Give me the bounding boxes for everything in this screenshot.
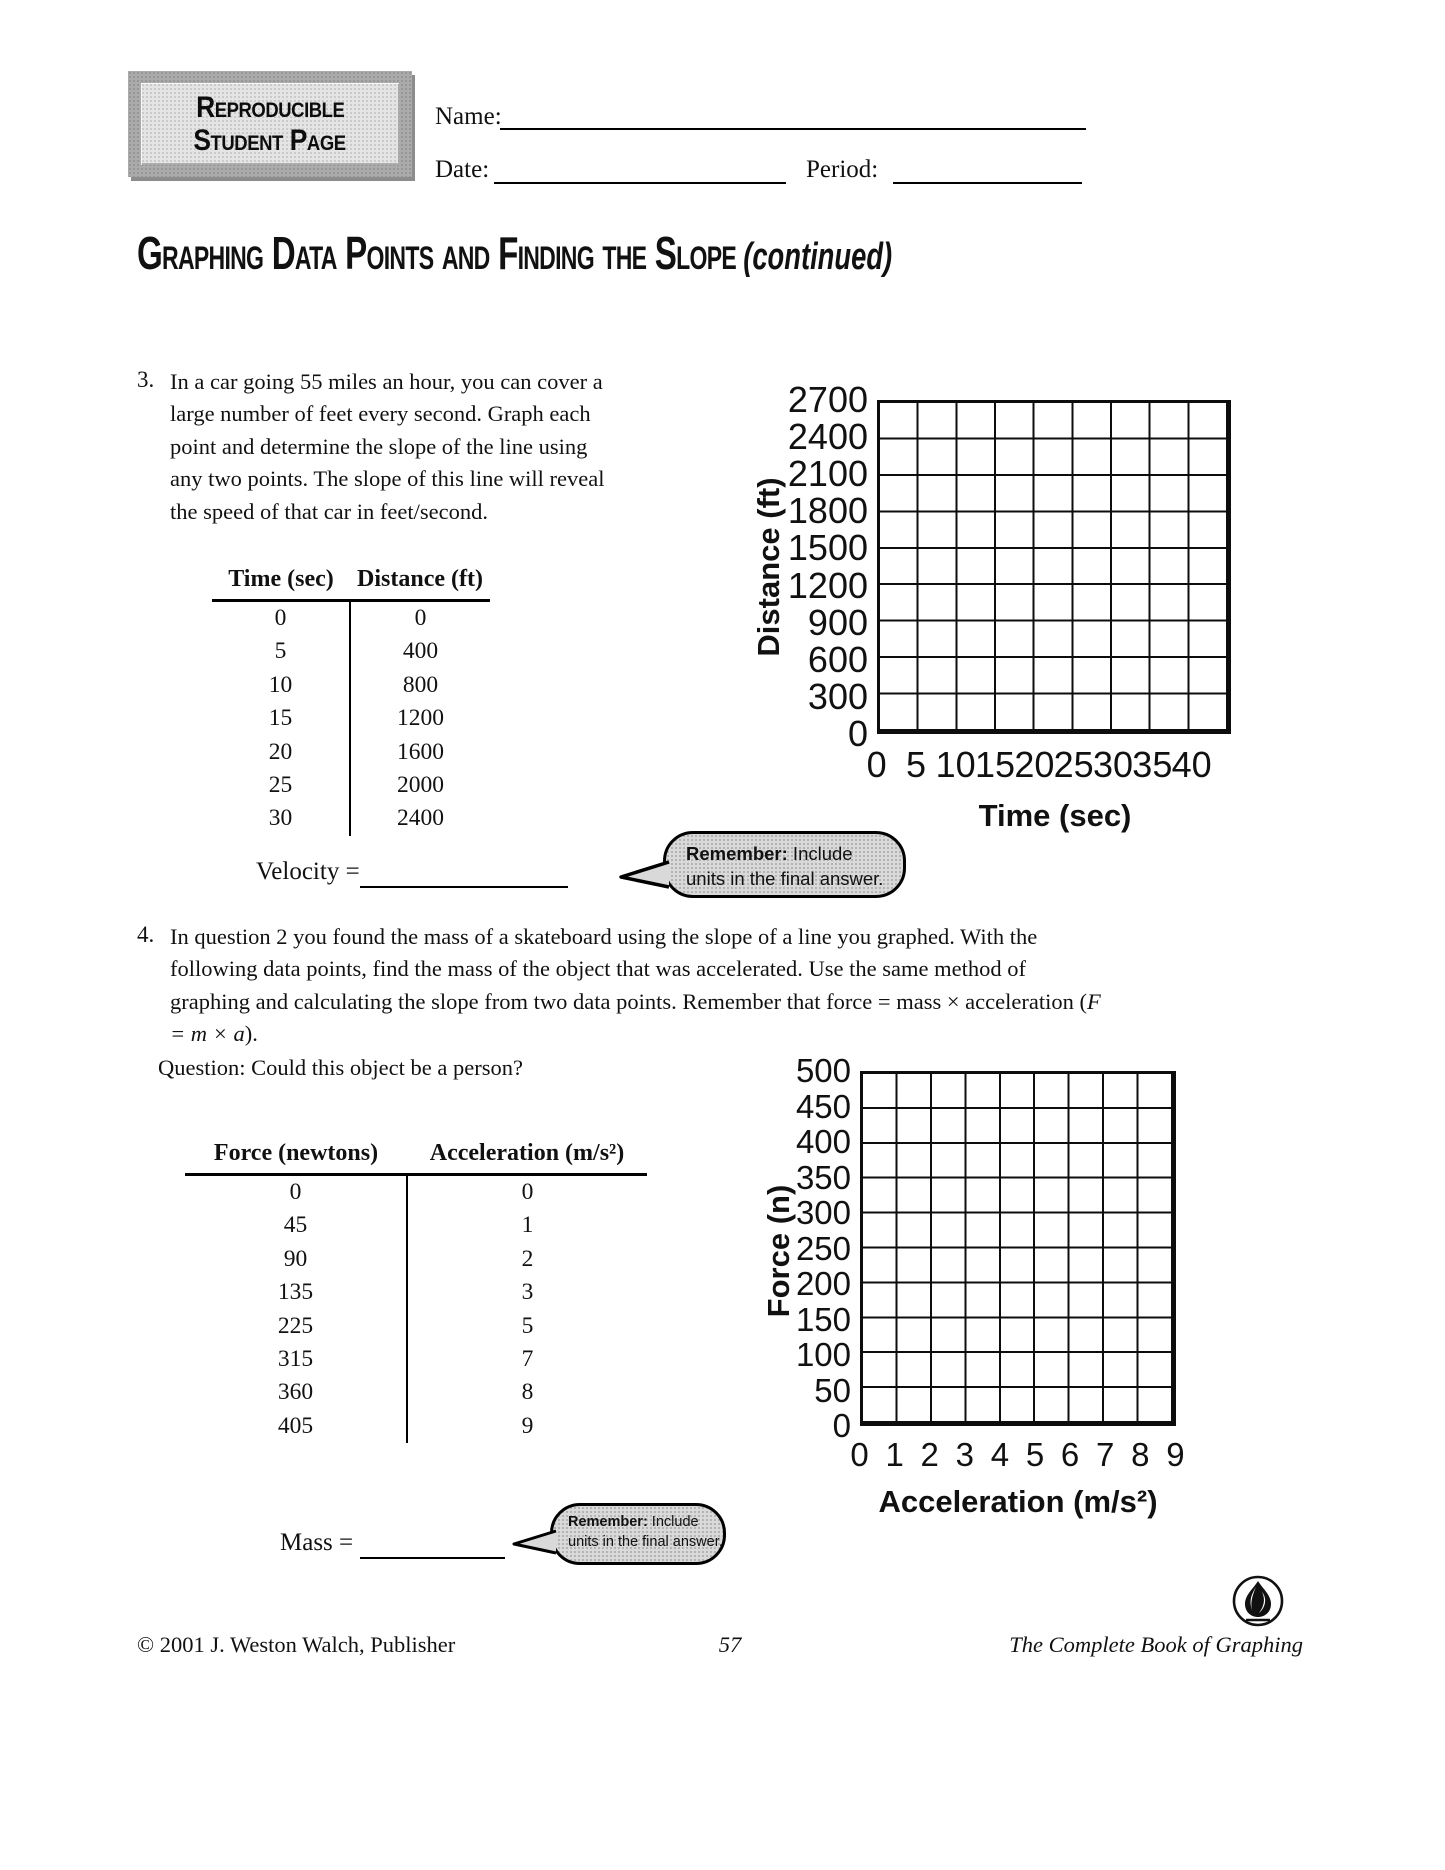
reminder-text-1: Include bbox=[787, 843, 853, 864]
reminder-line-2: units in the final answer. bbox=[686, 868, 884, 889]
velocity-blank-line bbox=[360, 856, 568, 888]
x-tick: 40 bbox=[1171, 744, 1212, 785]
page-title bbox=[137, 226, 892, 280]
remember-label: Remember: bbox=[686, 843, 788, 864]
cell-time: 5 bbox=[212, 635, 350, 668]
x-tick: 7 bbox=[1096, 1436, 1115, 1473]
y-tick: 400 bbox=[795, 1123, 851, 1160]
cell-distance: 0 bbox=[414, 605, 427, 631]
cell-force: 0 bbox=[185, 1175, 407, 1210]
x-tick: 5 bbox=[1025, 1436, 1045, 1473]
date-blank-line bbox=[494, 150, 786, 184]
chart2-x-axis-title: Acceleration (m/s²) bbox=[878, 1484, 1158, 1519]
name-blank-line bbox=[500, 96, 1086, 130]
y-tick: 300 bbox=[807, 675, 868, 717]
y-tick: 50 bbox=[814, 1371, 851, 1409]
badge-line-2: Student Page bbox=[193, 124, 347, 157]
y-tick: 250 bbox=[795, 1229, 851, 1267]
y-tick: 1800 bbox=[787, 490, 868, 532]
table-row bbox=[185, 1410, 647, 1443]
cell-accel: 5 bbox=[521, 1312, 534, 1339]
q4-table bbox=[185, 1140, 647, 1443]
q4-table-header-row bbox=[185, 1140, 647, 1175]
cell-distance: 1200 bbox=[397, 705, 444, 732]
chart1-x-axis-title: Time (sec) bbox=[978, 798, 1132, 833]
x-tick: 35 bbox=[1132, 744, 1173, 785]
remember-label: Remember: bbox=[568, 1514, 648, 1530]
cell-accel: 0 bbox=[521, 1179, 534, 1205]
y-tick: 2100 bbox=[787, 453, 868, 495]
y-tick: 2700 bbox=[787, 379, 868, 420]
chart1-grid bbox=[877, 400, 1231, 734]
reminder-line-1 bbox=[568, 1512, 717, 1532]
reminder-text-1: Include bbox=[647, 1514, 699, 1530]
table-row bbox=[212, 601, 490, 636]
chart2-grid bbox=[860, 1071, 1176, 1426]
cell-force: 45 bbox=[185, 1209, 407, 1242]
x-tick: 15 bbox=[974, 744, 1016, 785]
cell-time: 30 bbox=[212, 802, 350, 835]
chart2-y-ticks bbox=[728, 1054, 851, 1443]
y-tick: 1500 bbox=[787, 527, 868, 569]
period-blank-line bbox=[893, 150, 1082, 184]
y-tick: 1200 bbox=[787, 564, 868, 606]
y-tick: 600 bbox=[807, 638, 868, 680]
table-row bbox=[212, 802, 490, 835]
q3-col-time-header: Time (sec) bbox=[212, 566, 350, 601]
table-row bbox=[185, 1276, 647, 1309]
y-tick: 2400 bbox=[787, 416, 868, 458]
mass-label: Mass = bbox=[280, 1529, 354, 1556]
q4-text bbox=[170, 921, 1108, 1051]
x-tick: 30 bbox=[1092, 744, 1134, 785]
chart2-y-axis-title: Force (n) bbox=[761, 1184, 796, 1318]
cell-time: 10 bbox=[212, 669, 350, 702]
cell-time: 25 bbox=[212, 769, 350, 802]
cell-force: 135 bbox=[185, 1276, 407, 1309]
x-tick: 3 bbox=[955, 1436, 974, 1473]
table-row bbox=[185, 1343, 647, 1376]
reminder-bubble-1 bbox=[663, 831, 906, 898]
q3-table-header-row bbox=[212, 566, 490, 601]
cell-time: 20 bbox=[212, 736, 350, 769]
q3-table bbox=[212, 566, 490, 836]
y-tick: 200 bbox=[795, 1265, 851, 1302]
cell-force: 90 bbox=[185, 1243, 407, 1276]
footer-copyright: © 2001 J. Weston Walch, Publisher bbox=[137, 1632, 456, 1657]
table-row bbox=[212, 702, 490, 735]
x-tick: 10 bbox=[935, 744, 976, 785]
page-title-continued: (continued) bbox=[743, 236, 893, 278]
x-tick: 4 bbox=[990, 1436, 1010, 1473]
chart1-x-ticks bbox=[857, 744, 1211, 786]
date-label: Date: bbox=[435, 156, 490, 183]
x-tick: 25 bbox=[1053, 744, 1094, 785]
name-label: Name: bbox=[435, 103, 502, 130]
reminder-line-1 bbox=[686, 841, 895, 866]
q4-col-accel-header: Acceleration (m/s²) bbox=[407, 1140, 647, 1175]
y-tick: 300 bbox=[795, 1194, 851, 1231]
table-row bbox=[185, 1376, 647, 1409]
y-tick: 150 bbox=[795, 1300, 851, 1338]
cell-force: 360 bbox=[185, 1376, 407, 1409]
cell-force: 315 bbox=[185, 1343, 407, 1376]
cell-time: 15 bbox=[212, 702, 350, 735]
cell-force: 225 bbox=[185, 1310, 407, 1343]
badge-line-1: Reproducible bbox=[195, 91, 345, 124]
q4-text-after: ). bbox=[244, 1021, 258, 1047]
x-tick: 5 bbox=[905, 744, 926, 785]
cell-force: 405 bbox=[185, 1410, 407, 1443]
table-row bbox=[212, 669, 490, 702]
y-tick: 350 bbox=[795, 1158, 851, 1196]
x-tick: 0 bbox=[866, 744, 887, 785]
x-tick: 1 bbox=[885, 1436, 904, 1473]
page-title-main: Graphing Data Points and Finding the Slope bbox=[137, 227, 737, 279]
q4-formula: F = m × a bbox=[170, 988, 1101, 1047]
q4-text-before: In question 2 you found the mass of a skateboard using the slope of a line you graphed. With the following data points, find the mass of the object that was accelerated. Use the same method of graphing and calculating the slope from two data points. Remember that force = mass × acceleration ( bbox=[170, 924, 1087, 1014]
q4-col-force-header: Force (newtons) bbox=[185, 1140, 407, 1175]
cell-accel: 1 bbox=[521, 1212, 534, 1239]
q3-col-distance-header: Distance (ft) bbox=[350, 566, 490, 601]
q4-number: 4. bbox=[137, 922, 155, 947]
x-tick: 2 bbox=[920, 1436, 939, 1473]
x-tick: 9 bbox=[1166, 1436, 1185, 1473]
cell-accel: 7 bbox=[521, 1346, 534, 1373]
y-tick: 450 bbox=[795, 1087, 851, 1125]
bubble-tail-icon bbox=[617, 857, 670, 891]
footer-book-title: The Complete Book of Graphing bbox=[1009, 1632, 1303, 1657]
reproducible-badge bbox=[128, 71, 412, 177]
x-tick: 8 bbox=[1131, 1436, 1150, 1473]
cell-accel: 2 bbox=[521, 1245, 534, 1272]
q3-number: 3. bbox=[137, 367, 155, 392]
cell-time: 0 bbox=[212, 601, 350, 636]
reminder-bubble-2 bbox=[550, 1503, 726, 1565]
x-tick: 20 bbox=[1014, 744, 1055, 785]
table-row bbox=[185, 1209, 647, 1242]
reproducible-badge-panel bbox=[141, 83, 399, 165]
table-row bbox=[212, 635, 490, 668]
y-tick: 500 bbox=[795, 1052, 851, 1089]
footer-page-number: 57 bbox=[718, 1632, 742, 1657]
cell-accel: 8 bbox=[521, 1379, 534, 1406]
cell-accel: 3 bbox=[521, 1279, 534, 1306]
cell-distance: 400 bbox=[402, 638, 439, 665]
y-tick: 0 bbox=[832, 1407, 851, 1444]
chart1-y-axis-title: Distance (ft) bbox=[751, 477, 786, 657]
reminder-line-2: units in the final answer. bbox=[568, 1534, 723, 1550]
cell-distance: 1600 bbox=[397, 738, 444, 765]
table-row bbox=[185, 1175, 647, 1210]
cell-distance: 800 bbox=[402, 671, 439, 698]
q3-text: In a car going 55 miles an hour, you can cover a large number of feet every second. Graph each point and determine the slope of the line using any two points. The slope of this line will reveal the speed of that car in feet/second. bbox=[170, 369, 605, 524]
cell-accel: 9 bbox=[521, 1412, 534, 1439]
x-tick: 0 bbox=[850, 1436, 869, 1473]
cell-distance: 2000 bbox=[397, 772, 444, 799]
x-tick: 6 bbox=[1060, 1436, 1080, 1473]
y-tick: 100 bbox=[795, 1336, 851, 1373]
publisher-flame-logo-icon bbox=[1230, 1574, 1286, 1630]
velocity-label: Velocity = bbox=[256, 858, 360, 885]
y-tick: 900 bbox=[807, 601, 868, 643]
chart2-x-ticks bbox=[842, 1436, 1193, 1474]
q4-question: Question: Could this object be a person? bbox=[158, 1055, 523, 1080]
period-label: Period: bbox=[806, 156, 879, 183]
y-tick: 0 bbox=[847, 712, 868, 754]
chart1-y-ticks bbox=[745, 379, 868, 754]
table-row bbox=[212, 769, 490, 802]
mass-blank-line bbox=[360, 1527, 505, 1559]
bubble-tail-icon bbox=[510, 1527, 557, 1557]
table-row bbox=[185, 1243, 647, 1276]
table-row bbox=[212, 736, 490, 769]
table-row bbox=[185, 1310, 647, 1343]
cell-distance: 2400 bbox=[397, 805, 444, 832]
